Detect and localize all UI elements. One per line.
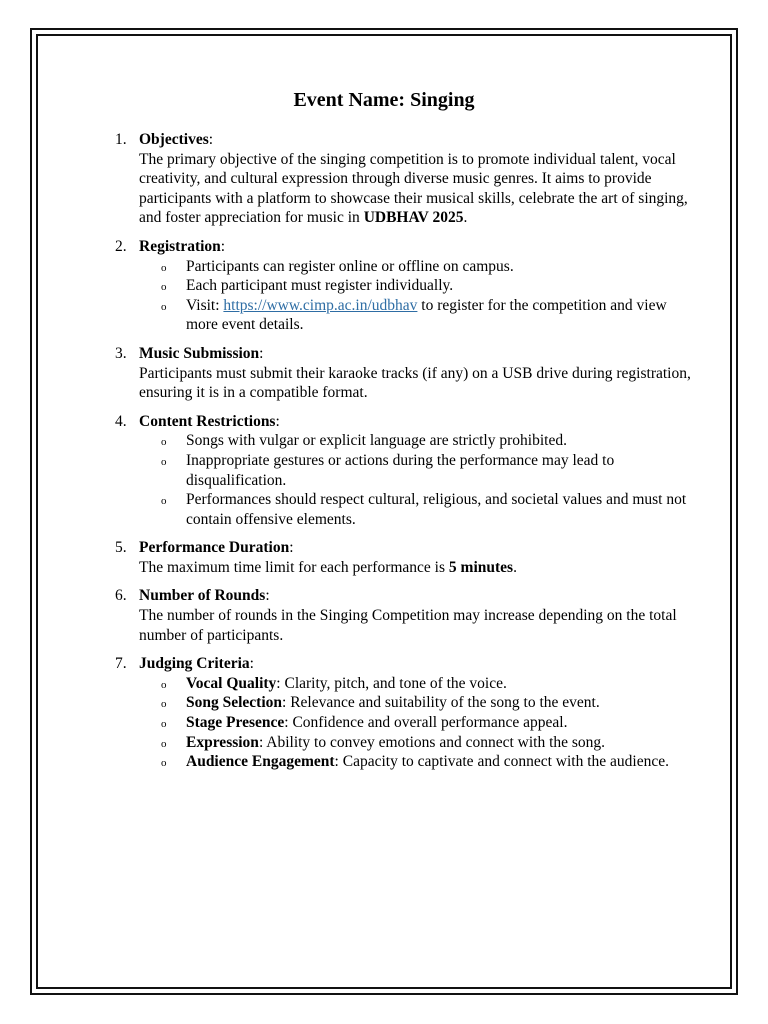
section-heading: Music Submission (139, 344, 260, 362)
list-item: o Song Selection: Relevance and suitability of the song to the event. (139, 693, 691, 713)
bullet-icon: o (161, 281, 167, 294)
section-heading: Judging Criteria (139, 655, 250, 673)
bullet-icon: o (161, 678, 167, 691)
event-name: UDBHAV 2025 (363, 209, 464, 227)
section-number-of-rounds: 6. Number of Rounds: The number of rounds in the Singing Competition may increase depending on the total number of participants. (111, 586, 691, 645)
list-item: o Inappropriate gestures or actions during the performance may lead to disqualification. (161, 451, 615, 489)
section-objectives: 1. Objectives: The primary objective of the singing competition is to promote individual talent, vocal creativity, and cultural expression through diverse music genres. It aims to provide participants with a platform to showcase their musical skills, celebrate the art of singing, and foster appreciation for music in UDBHAV 2025. (111, 130, 691, 228)
section-text: Participants must submit their karaoke tracks (if any) on a USB drive during registration, ensuring it is in a compatible format. (139, 364, 691, 402)
section-number: 6. (115, 587, 127, 605)
list-item: o Visit: https://www.cimp.ac.in/udbhav to register for the competition and view more event details. (161, 296, 667, 334)
registration-link[interactable]: https://www.cimp.ac.in/udbhav (223, 296, 418, 314)
criteria-list (139, 674, 691, 772)
page-title: Event Name: Singing (293, 89, 475, 111)
section-number: 5. (115, 539, 127, 557)
bullet-icon: o (161, 455, 167, 468)
bullet-icon: o (161, 436, 167, 449)
section-music-submission: 3. Music Submission: Participants must submit their karaoke tracks (if any) on a USB drive during registration, ensuring it is in a compatible format. (115, 344, 691, 402)
section-registration: 2. Registration: o Participants can register online or offline on campus. o Each participant must register individually. o Visit: https://www.cimp.ac.in/udbhav to register for the competition and view more event details. (111, 237, 691, 335)
section-content-restrictions: 4. Content Restrictions: o Songs with vulgar or explicit language are strictly prohibited. o Inappropriate gestures or actions during the performance may lead to disqualification. o Performances should respect cultural, religious, and societal values and must not contain offensive elements. (111, 412, 691, 530)
section-text: The number of rounds in the Singing Competition may increase depending on the total number of participants. (139, 607, 677, 644)
section-judging-criteria: 7. Judging Criteria: o Vocal Quality: Clarity, pitch, and tone of the voice. o Song Selection: Relevance and suitability of the song to the event. o Stage Presence: Confidence and overall performance appeal. o Expression: Ability to convey emotions and connect with the song. o Audience Engagement: Capacity to captivate and connect with the audience. (111, 654, 691, 772)
list-item: o Songs with vulgar or explicit language are strictly prohibited. (139, 431, 691, 451)
restrictions-list (139, 431, 691, 529)
bullet-icon: o (161, 718, 167, 731)
rules-list (111, 130, 691, 772)
section-number: 2. (115, 237, 127, 255)
section-text: The primary objective of the singing competition is to promote individual talent, vocal creativity, and cultural expression through diverse music genres. It aims to provide participants with a platform to showcase their musical skills, celebrate the art of singing, and foster appreciation for music in UDBHAV 2025. (139, 150, 688, 227)
section-heading: Registration (139, 237, 221, 255)
section-number: 1. (115, 131, 127, 148)
bullet-icon: o (161, 757, 167, 770)
bullet-icon: o (161, 737, 167, 750)
bullet-icon: o (161, 300, 167, 313)
section-heading: Content Restrictions (139, 412, 276, 430)
list-item: o Audience Engagement: Capacity to captivate and connect with the audience. (139, 752, 691, 772)
section-heading: Number of Rounds (139, 587, 266, 605)
list-item: o Performances should respect cultural, religious, and societal values and must not contain offensive elements. (161, 491, 687, 528)
list-item: o Vocal Quality: Clarity, pitch, and tone of the voice. (139, 674, 691, 694)
rules-content (111, 130, 691, 781)
bullet-icon: o (161, 495, 167, 508)
section-heading: Objectives (139, 131, 209, 148)
list-item: o Each participant must register individually. (139, 276, 691, 296)
list-item: o Expression: Ability to convey emotions and connect with the song. (139, 733, 691, 753)
section-number: 4. (115, 412, 127, 430)
list-item: o Participants can register online or offline on campus. (139, 257, 691, 277)
time-limit: 5 minutes (448, 558, 514, 576)
section-heading: Performance Duration (139, 539, 290, 557)
bullet-icon: o (161, 261, 167, 274)
section-performance-duration: 5. Performance Duration: The maximum time limit for each performance is 5 minutes. (111, 538, 691, 577)
registration-list (139, 257, 691, 335)
section-number: 3. (115, 344, 127, 362)
section-text: The maximum time limit for each performance is 5 minutes. (139, 558, 517, 576)
section-number: 7. (115, 655, 127, 673)
list-item: o Stage Presence: Confidence and overall performance appeal. (139, 713, 691, 733)
bullet-icon: o (161, 698, 167, 711)
